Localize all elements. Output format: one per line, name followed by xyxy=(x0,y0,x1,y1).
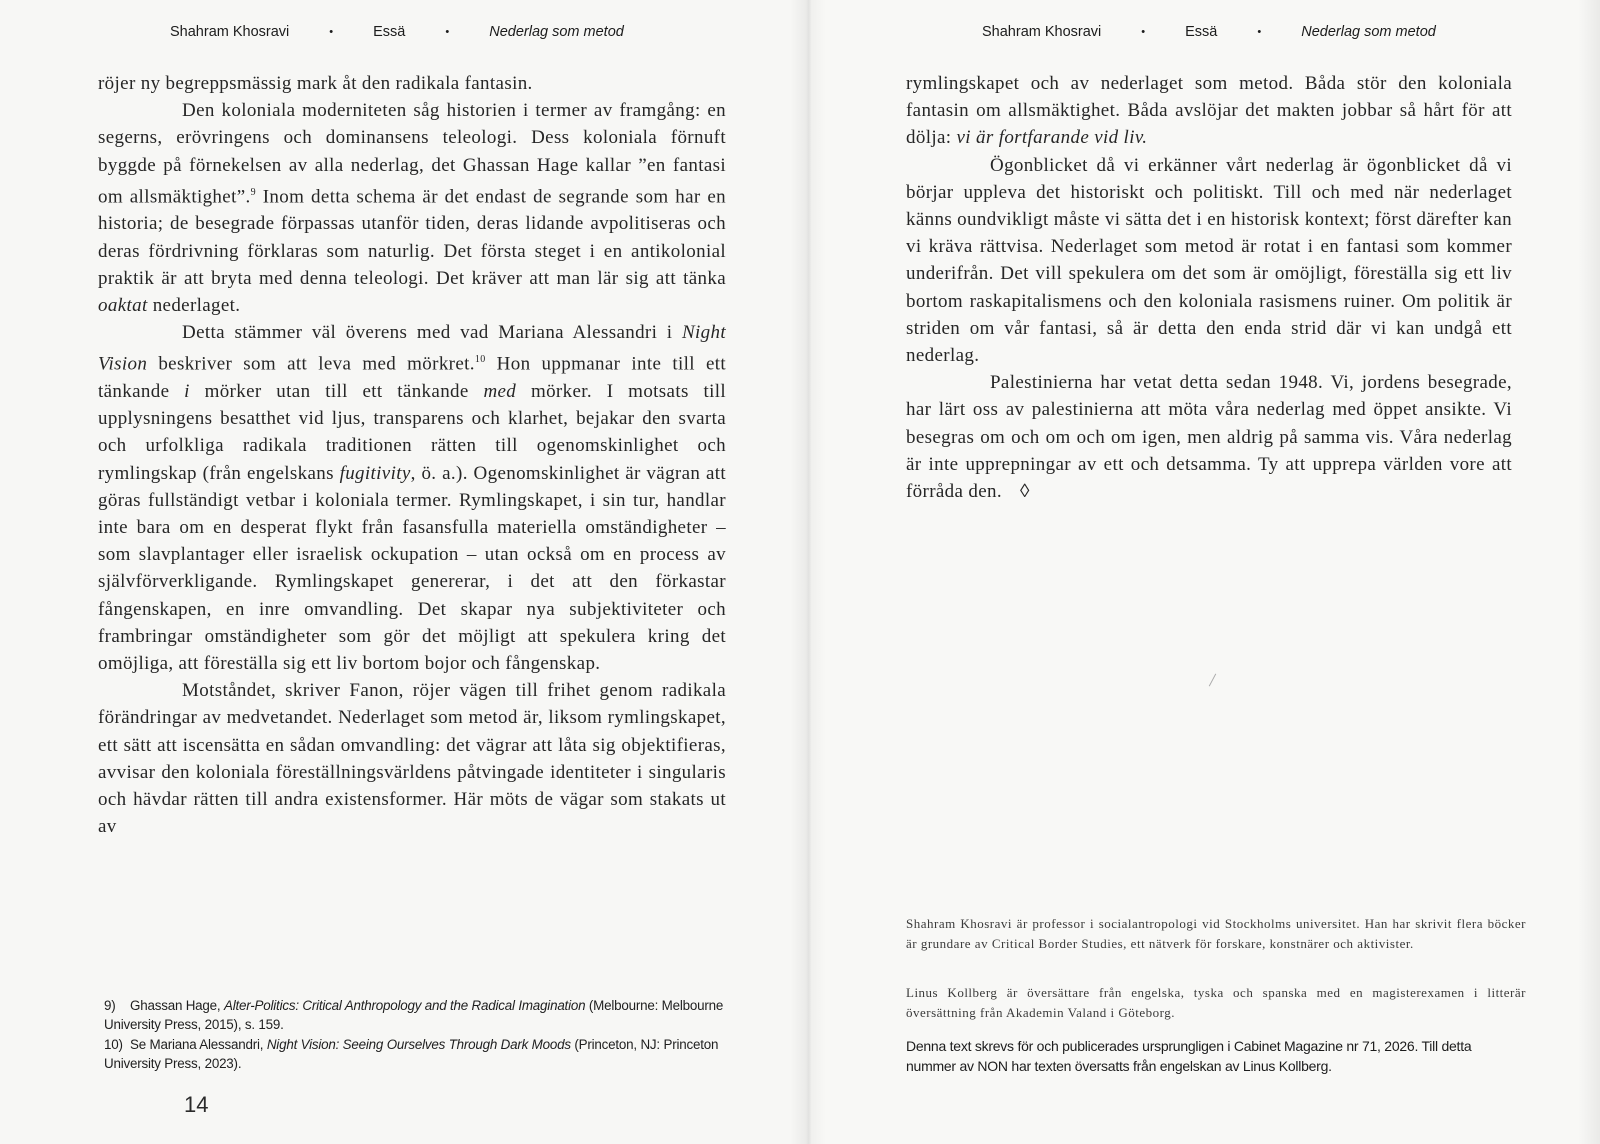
text-run: nederlaget. xyxy=(147,294,241,316)
text-run: röjer ny begreppsmässig mark åt den radikala fantasin. xyxy=(98,73,533,94)
header-section: Essä xyxy=(373,24,406,40)
text-run: (Melbourne: Melbourne University Press, 2015), s. 159. xyxy=(104,998,724,1033)
text-run: Hon uppmanar inte till ett tänkande xyxy=(98,353,726,402)
footnote-number: 10) xyxy=(104,1036,123,1052)
translator-bio: Linus Kollberg är översättare från engelska, tyska och spanska med en magisterexamen i litterär översättning från Akademin Valand i Göteborg. xyxy=(906,985,1526,1020)
header-title: Nederlag som metod xyxy=(489,24,624,40)
header-separator: • xyxy=(329,26,334,38)
italic-text: Alter-Politics: Critical Anthropology and the Radical Imagination xyxy=(223,998,586,1013)
header-section: Essä xyxy=(1185,24,1218,40)
italic-text: vi är fortfarande vid liv. xyxy=(956,127,1148,149)
text-run: rymlingskapet och av nederlaget som metod. Båda stör den koloniala fantasin om allsmäktighet. Båda avslöjar det makten jobbar så hårt för att dölja: xyxy=(906,73,1512,149)
stray-pen-mark xyxy=(1209,674,1216,687)
publication-note: Denna text skrevs för och publicerades ursprungligen i Cabinet Magazine nr 71, 2026. Till detta nummer av NON har texten översatts från engelskan av Linus Kollberg. xyxy=(906,1038,1472,1074)
body-paragraph xyxy=(906,70,1512,152)
italic-text: Night Vision xyxy=(98,322,726,375)
end-of-article-mark: ◊ xyxy=(1019,481,1030,503)
footnote-number: 9) xyxy=(104,998,116,1013)
text-run: Inom detta schema är det endast de segrande som har en historia; de besegrade förpassas utanför tiden, deras lidande avpolitiseras och deras fördrivning förklaras som naturlig. Det första steget i en antikolonial praktik är att bryta med denna teleologi. Det kräver att man lär sig att tänka xyxy=(98,186,726,289)
text-run: , ö. a.). Ogenomskinlighet är vägran att göras fullständigt vetbar i koloniala termer. Rymlingskapet, i sin tur, handlar inte bara om en desperat flykt från fasansfulla materiella omständigheter – som slavplantager eller israelisk ockupation – utan också om en process av självförverkligande. Rymlingskapet genererar, i det att den förkastar fångenskapen, en inre omvandling. Det skapar nya subjektiviteter och frambringar omständigheter som gör det möjligt att spekulera kring det omöjliga, att föreställa sig ett liv bortom bojor och fångenskap. xyxy=(98,462,726,674)
text-run: mörker. I motsats till upplysningens besatthet vid ljus, transparens och klarhet, bejakar den svarta och urfolkliga radikala traditionen rätten till ogenomskinlighet och rymlingskap (från engelskans xyxy=(98,380,726,484)
footnotes xyxy=(104,996,724,1074)
body-paragraph xyxy=(98,70,726,97)
body-paragraph xyxy=(906,369,1512,505)
italic-text: med xyxy=(483,380,517,402)
italic-text: oaktat xyxy=(98,294,148,316)
running-header-left xyxy=(170,22,624,42)
page-number: 14 xyxy=(184,1092,209,1117)
body-paragraph xyxy=(906,152,1512,370)
text-run: mörker utan till ett tänkande xyxy=(189,380,484,402)
footnote xyxy=(104,996,724,1035)
author-bio: Shahram Khosravi är professor i socialantropologi vid Stockholms universitet. Han har skrivit flera böcker är grundare av Critical Border Studies, ett nätverk för forskare, konstnärer och aktivister. xyxy=(906,916,1526,951)
text-run: beskriver som att leva med mörkret. xyxy=(147,353,475,375)
running-header-right xyxy=(982,22,1436,42)
book-gutter xyxy=(790,0,826,1144)
body-paragraph xyxy=(98,97,726,319)
text-run: Detta stämmer väl överens med vad Mariana Alessandri i xyxy=(182,322,683,344)
body-paragraph xyxy=(98,677,726,840)
italic-text: Night Vision: Seeing Ourselves Through Dark Moods xyxy=(266,1036,571,1052)
text-run: Motståndet, skriver Fanon, röjer vägen till frihet genom radikala förändringar av medvetandet. Nederlaget som metod är, liksom rymlingskapet, ett sätt att iscensätta en sådan omvandling: det vägrar att låta sig objektifieras, avvisar den koloniala föreställningsvärldens påtvingade identiteter i singularis och hävdar rätten till andra existensformer. Här möts de vägar som stakats ut av xyxy=(98,680,726,838)
italic-text: fugitivity xyxy=(339,462,411,484)
text-run: Ögonblicket då vi erkänner vårt nederlag är ögonblicket då vi börjar uppleva det historiskt och politiskt. Till och med när nederlaget känns oundvikligt måste vi sätta det i en historisk kontext; först därefter kan vi kräva rättvisa. Nederlaget som metod är rotat i en fantasi som kommer underifrån. Det vill spekulera om det som är omöjligt, föreställa sig ett liv bortom raskapitalismens och den koloniala rasismens ruiner. Om politik är striden om vår fantasi, så är detta den enda strid där vi kan undgå ett nederlag. xyxy=(906,154,1512,367)
header-separator: • xyxy=(1257,26,1262,38)
text-run: Palestinierna har vetat detta sedan 1948. Vi, jordens besegrade, har lärt oss av palestinierna att möta våra nederlag med öppet ansikte. Vi besegras om och om och om igen, men aldrig på samma vis. Våra nederlag är inte upprepningar av ett och detsamma. Ty att upprepa världen vore att förråda den. xyxy=(906,372,1512,503)
text-run: (Princeton, NJ: Princeton University Press, 2023). xyxy=(104,1036,719,1072)
page-edge-shadow xyxy=(1578,0,1600,1144)
header-title: Nederlag som metod xyxy=(1301,24,1436,40)
header-separator: • xyxy=(1141,26,1146,38)
header-author: Shahram Khosravi xyxy=(170,24,290,40)
footnote xyxy=(104,1035,724,1074)
italic-text: i xyxy=(184,380,190,402)
text-run: Se Mariana Alessandri, xyxy=(130,1036,267,1052)
header-separator: • xyxy=(445,26,450,38)
header-author: Shahram Khosravi xyxy=(982,24,1102,40)
footnote-reference: 9 xyxy=(250,186,256,198)
left-body-text xyxy=(98,70,726,840)
right-body-text xyxy=(906,70,1512,505)
right-page xyxy=(808,0,1600,1144)
body-paragraph xyxy=(98,319,726,677)
footnote-reference: 10 xyxy=(474,354,486,366)
text-run: Den koloniala moderniteten såg historien i termer av framgång: en segerns, erövringens och dominansens teleologi. Dess koloniala förnuft byggde på förnekelsen av alla nederlag, det Ghassan Hage kallar ”en fantasi om allsmäktighet”. xyxy=(98,100,726,208)
text-run: Ghassan Hage, xyxy=(130,998,224,1013)
